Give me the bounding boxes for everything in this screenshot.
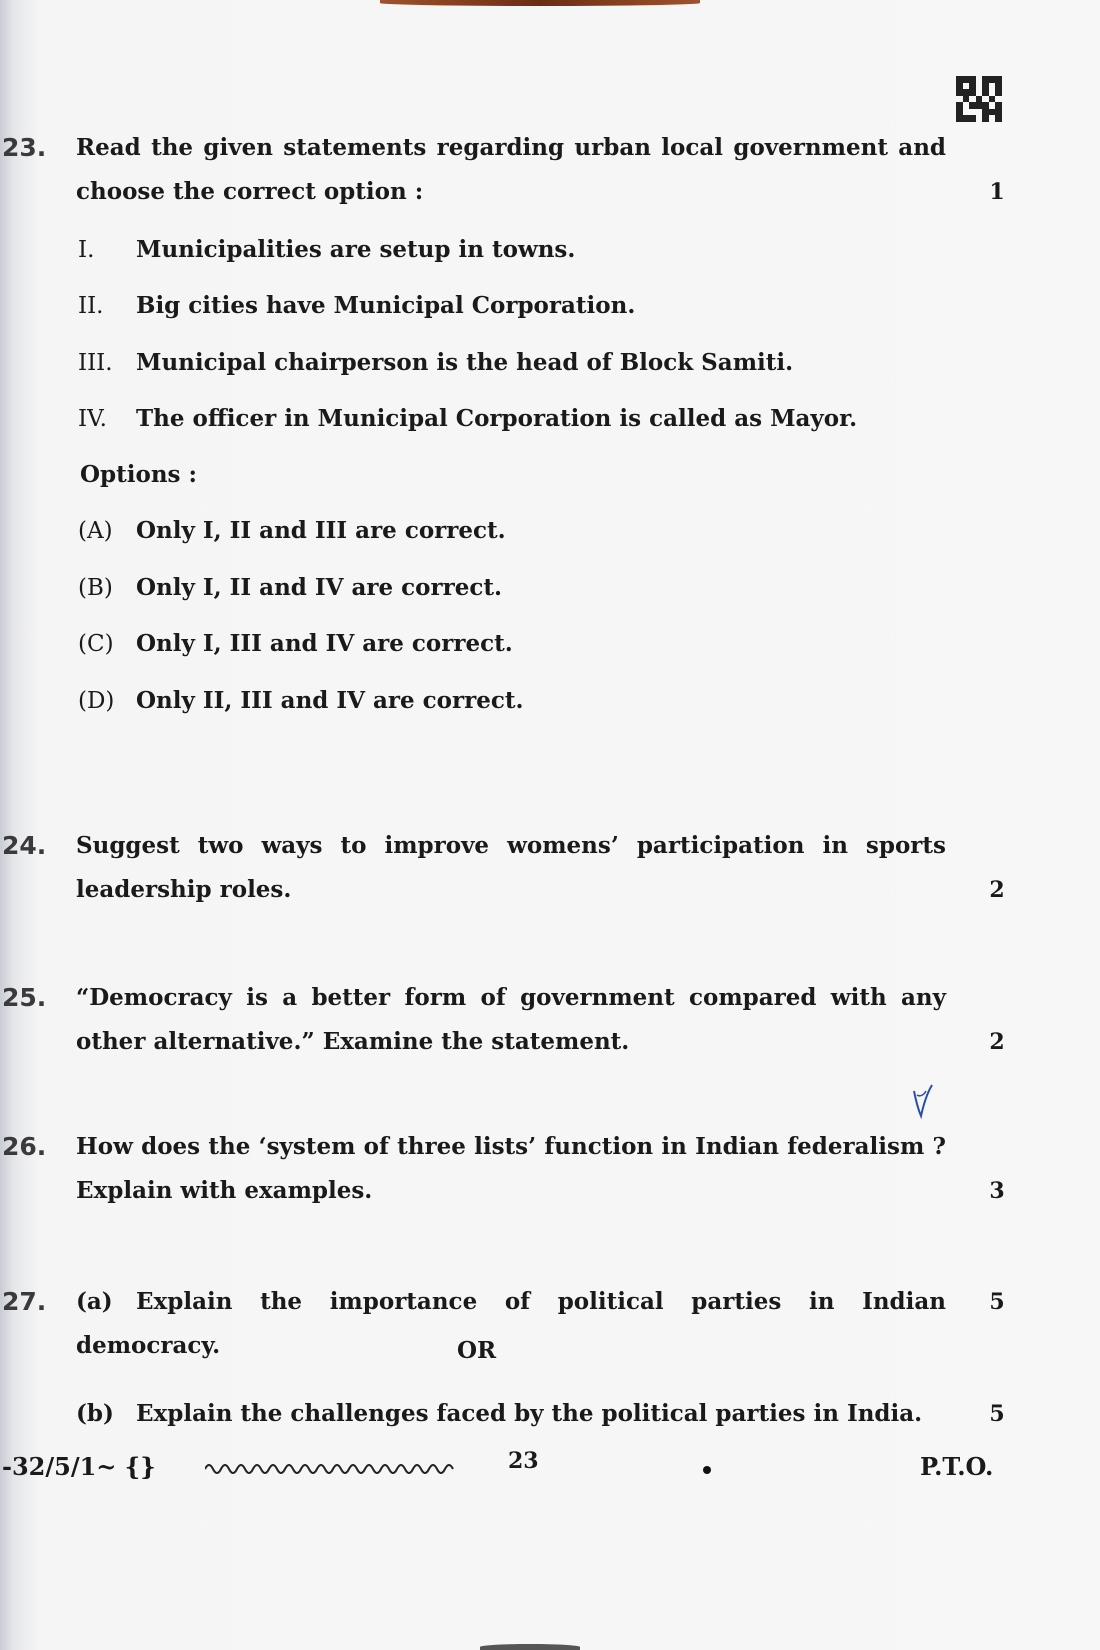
qr-cell — [963, 115, 970, 122]
option-text: Only I, II and IV are correct. — [136, 574, 503, 601]
question-number: 25. — [2, 983, 47, 1012]
page-number: 23 — [508, 1448, 539, 1474]
question-part-a — [76, 1280, 946, 1368]
question-number: 26. — [2, 1132, 47, 1161]
qr-cell — [989, 83, 996, 90]
question-part-b — [76, 1392, 946, 1436]
statement-label: III. — [78, 350, 113, 376]
qr-cell — [976, 96, 983, 103]
statement-text: Municipalities are setup in towns. — [136, 236, 576, 263]
marks: 1 — [989, 179, 1005, 205]
question-number: 24. — [2, 831, 47, 860]
qr-cell — [989, 109, 996, 116]
statement-text: The officer in Municipal Corporation is called as Mayor. — [136, 405, 858, 432]
bottom-binding-mark — [480, 1644, 580, 1650]
statement-label: II. — [78, 293, 104, 319]
marks: 5 — [989, 1401, 1005, 1427]
question-number: 27. — [2, 1287, 47, 1316]
question-number: 23. — [2, 133, 47, 162]
qr-cell — [995, 96, 1002, 103]
dot-marker — [703, 1466, 711, 1474]
qr-cell — [976, 109, 983, 116]
option-text: Only I, III and IV are correct. — [136, 630, 513, 657]
top-binding-mark — [380, 0, 700, 6]
options-heading: Options : — [80, 461, 197, 488]
qr-cell — [963, 109, 970, 116]
option-text: Only II, III and IV are correct. — [136, 687, 524, 714]
qr-cell — [976, 83, 983, 90]
qr-cell — [989, 96, 996, 103]
question-text: How does the ‘system of three lists’ function in Indian federalism ? Explain with examples. — [76, 1133, 946, 1204]
qr-cell — [995, 109, 1002, 116]
option-label: (D) — [78, 688, 115, 714]
option-label: (B) — [78, 575, 113, 601]
question-text: “Democracy is a better form of government compared with any other alternative.” Examine the statement. — [76, 984, 946, 1055]
part-text: Explain the importance of political parties in Indian democracy. — [76, 1288, 946, 1359]
qr-cell — [963, 83, 970, 90]
statement-text: Municipal chairperson is the head of Block Samiti. — [136, 349, 794, 376]
qr-code-icon — [956, 76, 1002, 122]
qr-cell — [995, 115, 1002, 122]
handwritten-tick-icon — [912, 1083, 934, 1119]
part-text: Explain the challenges faced by the political parties in India. — [136, 1400, 923, 1427]
question-text: Read the given statements regarding urban local government and choose the correct option : — [76, 134, 946, 205]
paper-code: -32/5/1~ {} — [2, 1452, 156, 1481]
pto-label: P.T.O. — [920, 1452, 994, 1481]
marks: 2 — [989, 1029, 1005, 1055]
option-label: (C) — [78, 631, 114, 657]
part-label: (b) — [76, 1400, 114, 1427]
option-label: (A) — [78, 518, 113, 544]
statement-label: IV. — [78, 406, 107, 432]
statement-text: Big cities have Municipal Corporation. — [136, 292, 636, 319]
part-label: (a) — [76, 1288, 113, 1315]
qr-cell — [963, 96, 970, 103]
marks: 5 — [989, 1289, 1005, 1315]
qr-cell — [976, 115, 983, 122]
option-text: Only I, II and III are correct. — [136, 517, 506, 544]
marks: 2 — [989, 877, 1005, 903]
marks: 3 — [989, 1178, 1005, 1204]
statement-label: I. — [78, 237, 95, 263]
or-separator: OR — [457, 1337, 497, 1364]
page-footer — [0, 1448, 1100, 1492]
qr-cell — [989, 115, 996, 122]
qr-cell — [995, 83, 1002, 90]
question-text: Suggest two ways to improve womens’ participation in sports leadership roles. — [76, 832, 946, 903]
wavy-line-decoration — [205, 1460, 455, 1478]
